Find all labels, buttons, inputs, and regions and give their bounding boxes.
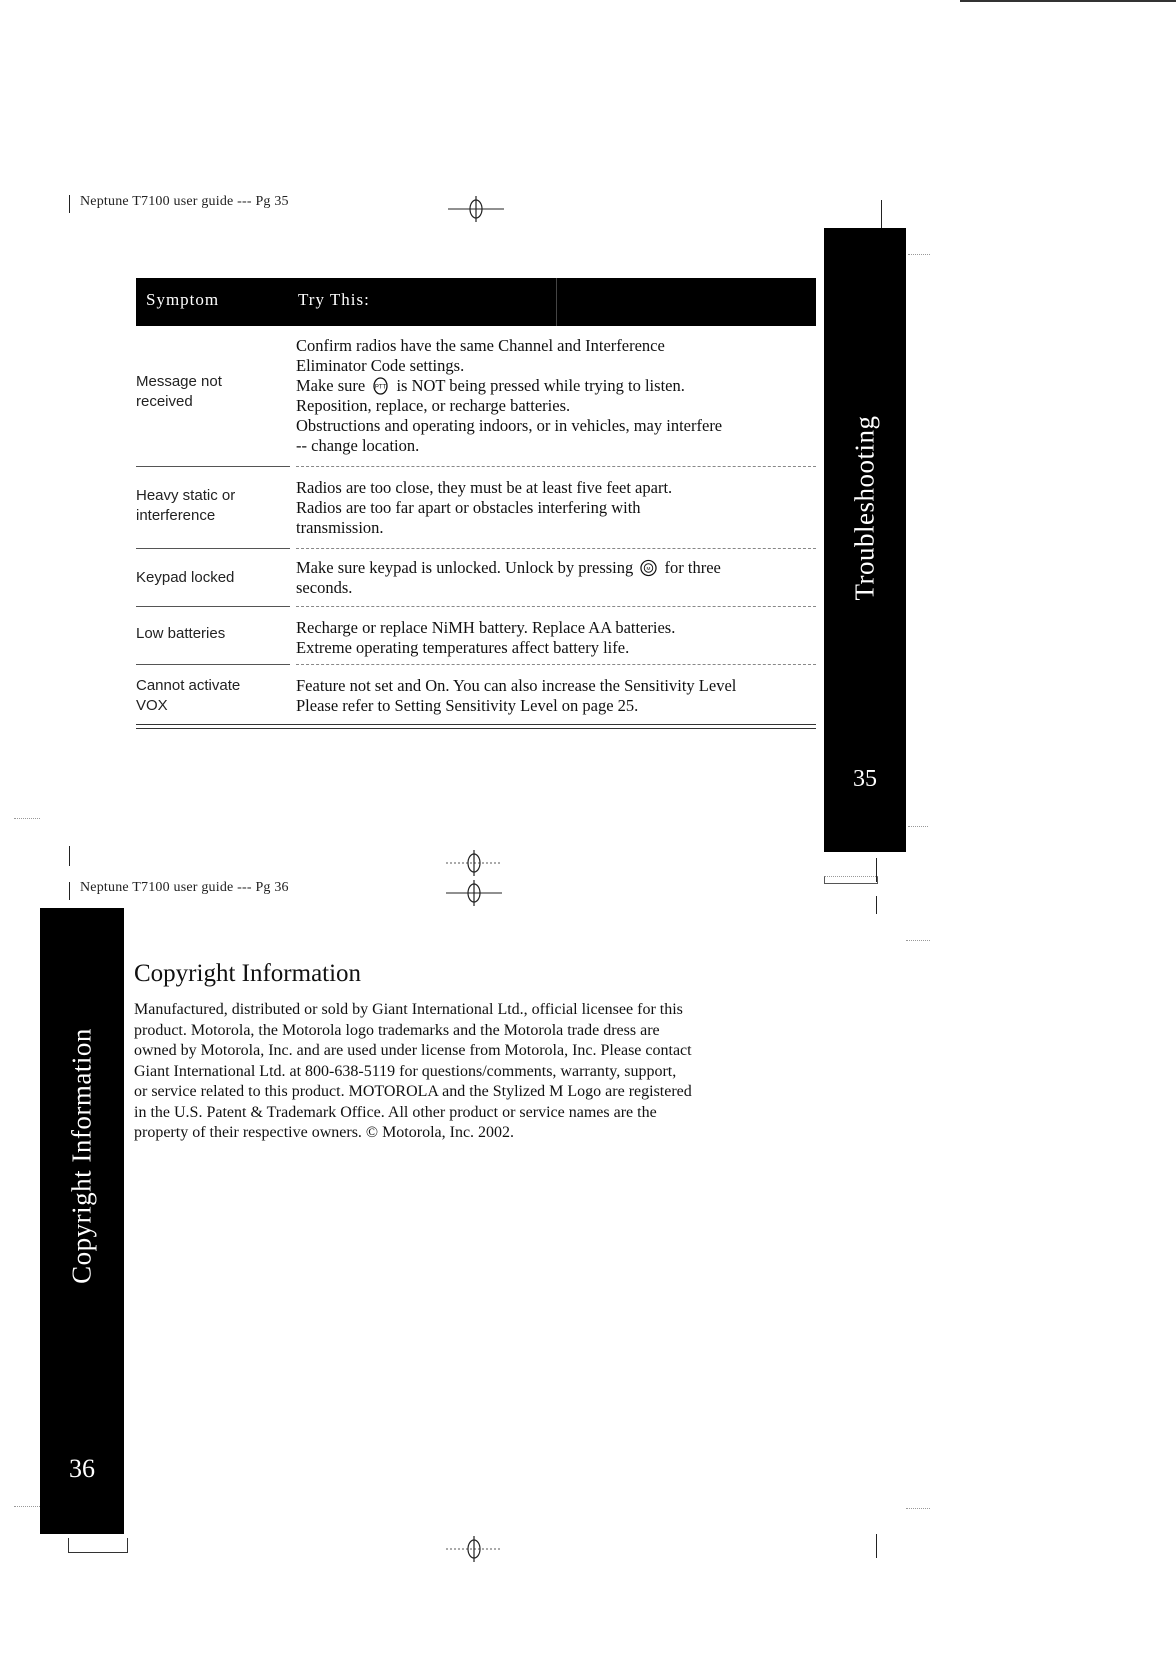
symptom-line: Heavy static or	[136, 487, 236, 504]
symptom-line: interference	[136, 507, 216, 524]
crop-mark	[824, 876, 878, 884]
ptt-button-icon	[369, 376, 392, 395]
crop-mark	[69, 846, 70, 866]
crop-mark	[906, 1508, 930, 1509]
try-this-line: Reposition, replace, or recharge batteries.	[296, 396, 571, 415]
registration-mark-icon	[448, 196, 504, 222]
paragraph-line: property of their respective owners. © Motorola, Inc. 2002.	[134, 1124, 515, 1141]
table-header	[136, 278, 816, 326]
paragraph-line: or service related to this product. MOTOROLA and the Stylized M Logo are registered	[134, 1083, 692, 1100]
paragraph-line: product. Motorola, the Motorola logo trademarks and the Motorola trade dress are	[134, 1021, 660, 1039]
try-this-cell	[296, 478, 816, 538]
section-tab-troubleshooting	[824, 228, 906, 852]
crop-mark	[876, 1534, 877, 1558]
crop-mark	[68, 1538, 128, 1553]
try-this-line: Eliminator Code settings.	[296, 356, 465, 375]
table-bottom-rule	[136, 724, 816, 725]
crop-mark	[14, 1506, 40, 1507]
crop-mark	[69, 195, 70, 213]
row-divider	[136, 606, 290, 607]
row-divider	[136, 466, 290, 467]
crop-mark	[881, 200, 882, 228]
crop-mark	[876, 896, 877, 914]
page-edge-line	[960, 0, 1176, 2]
section-tab-copyright	[40, 908, 124, 1534]
header-try-this: Try This:	[298, 290, 370, 309]
try-this-line: Feature not set and On. You can also increase the Sensitivity Level	[296, 676, 737, 695]
registration-mark-icon	[446, 1536, 502, 1562]
try-this-line: transmission.	[296, 518, 384, 537]
crop-mark	[908, 254, 930, 255]
try-this-line: Radios are too far apart or obstacles interfering with	[296, 498, 641, 517]
tab-label: Troubleshooting	[849, 415, 880, 601]
crop-mark	[69, 882, 70, 900]
copyright-paragraph	[134, 1000, 824, 1144]
page-number: 35	[853, 766, 877, 792]
symptom-cell	[136, 372, 276, 412]
paragraph-line: in the U.S. Patent & Trademark Office. All other product or service names are the	[134, 1103, 657, 1121]
registration-mark-icon	[446, 880, 502, 906]
symptom-cell	[136, 676, 276, 716]
crop-mark	[14, 818, 40, 819]
symptom-line: Keypad locked	[136, 569, 235, 586]
running-head: Neptune T7100 user guide --- Pg 35	[80, 194, 289, 209]
crop-mark	[908, 826, 928, 827]
paragraph-line: owned by Motorola, Inc. and are used under license from Motorola, Inc. Please contact	[134, 1042, 692, 1059]
symptom-line: VOX	[136, 697, 168, 714]
try-this-line: Make sure keypad is unlocked. Unlock by pressing M for three	[296, 558, 721, 577]
try-this-cell	[296, 558, 816, 598]
try-this-line: Confirm radios have the same Channel and Interference	[296, 336, 665, 355]
row-divider	[136, 664, 290, 665]
header-symptom: Symptom	[146, 290, 220, 309]
symptom-cell	[136, 568, 276, 588]
row-divider	[296, 466, 816, 467]
try-this-line: Radios are too close, they must be at least five feet apart.	[296, 478, 673, 497]
row-divider	[296, 548, 816, 549]
try-this-line: Recharge or replace NiMH battery. Replace AA batteries.	[296, 618, 676, 637]
crop-mark	[876, 858, 877, 882]
tab-label: Copyright Information	[66, 1028, 97, 1284]
paragraph-line: Giant International Ltd. at 800-638-5119 for questions/comments, warranty, support,	[134, 1062, 677, 1080]
symptom-line: Cannot activate	[136, 677, 241, 694]
try-this-line: Please refer to Setting Sensitivity Level on page 25.	[296, 696, 639, 715]
try-this-line: seconds.	[296, 578, 353, 597]
running-head: Neptune T7100 user guide --- Pg 36	[80, 880, 289, 895]
section-title: Copyright Information	[134, 960, 362, 987]
row-divider	[136, 548, 290, 549]
symptom-line: received	[136, 393, 193, 410]
table-bottom-rule	[136, 728, 816, 729]
header-divider	[556, 278, 557, 326]
svg-text:PTT: PTT	[375, 384, 387, 391]
symptom-line: Message not	[136, 373, 222, 390]
symptom-cell	[136, 624, 276, 644]
try-this-line: Extreme operating temperatures affect battery life.	[296, 638, 630, 657]
try-this-cell	[296, 618, 816, 658]
menu-button-icon	[637, 558, 660, 577]
try-this-line: -- change location.	[296, 436, 420, 455]
try-this-cell	[296, 336, 816, 456]
try-this-line: Make sure PTT is NOT being pressed while trying to listen.	[296, 376, 685, 395]
symptom-line: Low batteries	[136, 625, 226, 642]
try-this-line: Obstructions and operating indoors, or in vehicles, may interfere	[296, 416, 723, 435]
row-divider	[296, 664, 816, 665]
page-number: 36	[69, 1454, 95, 1483]
paragraph-line: Manufactured, distributed or sold by Giant International Ltd., official licensee for this	[134, 1001, 683, 1018]
try-this-cell	[296, 676, 816, 716]
svg-text:M: M	[646, 566, 651, 572]
registration-mark-icon	[446, 850, 502, 876]
row-divider	[296, 606, 816, 607]
symptom-cell	[136, 486, 276, 526]
crop-mark	[906, 940, 930, 941]
